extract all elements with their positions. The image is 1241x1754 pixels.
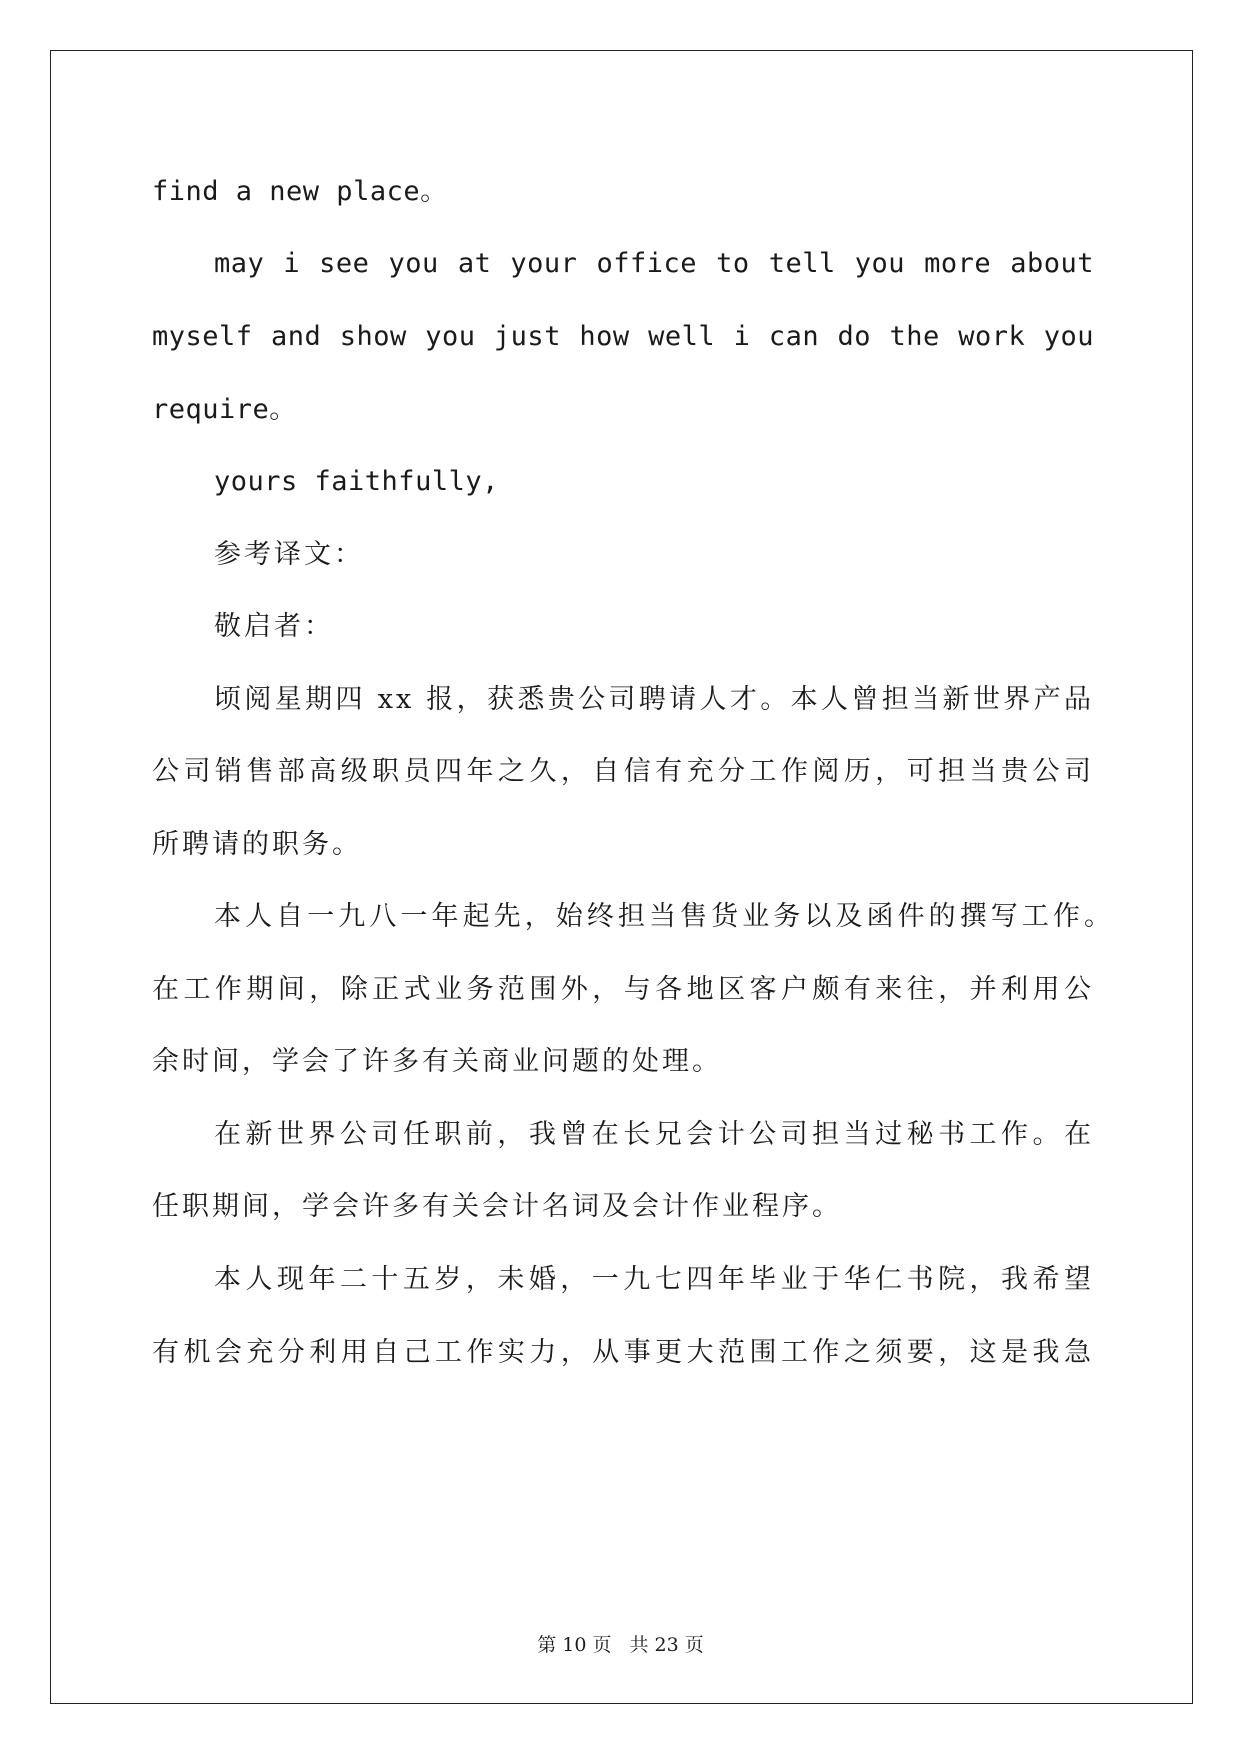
text-line: 顷阅星期四 xx 报，获悉贵公司聘请人才。本人曾担当新世界产品: [214, 684, 1094, 715]
text-line: 在工作期间，除正式业务范围外，与各地区客户颇有来往，并利用公: [152, 974, 1094, 1005]
text-line: myself and show you just how well i can do the work you: [152, 321, 1094, 352]
text-line: yours faithfully,: [214, 466, 499, 497]
text-line: 所聘请的职务。: [152, 829, 362, 860]
text-line: 敬启者：: [214, 611, 334, 642]
page-footer: [0, 1630, 1241, 1657]
text-line: find a new place。: [152, 176, 448, 207]
page-total: 共 23 页: [629, 1634, 704, 1656]
text-line: require。: [152, 394, 297, 425]
text-line: 本人自一九八一年起先，始终担当售货业务以及函件的撰写工作。: [214, 901, 1114, 932]
text-line: 公司销售部高级职员四年之久，自信有充分工作阅历，可担当贵公司: [152, 756, 1094, 787]
text-line: 有机会充分利用自己工作实力，从事更大范围工作之须要，这是我急: [152, 1337, 1094, 1368]
text-line: 本人现年二十五岁，未婚，一九七四年毕业于华仁书院，我希望: [214, 1264, 1094, 1295]
page-frame: [50, 50, 1193, 1704]
text-line: 余时间，学会了许多有关商业问题的处理。: [152, 1046, 722, 1077]
text-line: 在新世界公司任职前，我曾在长兄会计公司担当过秘书工作。在: [214, 1119, 1094, 1150]
text-line: 参考译文：: [214, 539, 364, 570]
text-line: may i see you at your office to tell you more about: [214, 248, 1094, 279]
text-line: 任职期间，学会许多有关会计名词及会计作业程序。: [152, 1191, 842, 1222]
page-number: 第 10 页: [537, 1634, 612, 1656]
